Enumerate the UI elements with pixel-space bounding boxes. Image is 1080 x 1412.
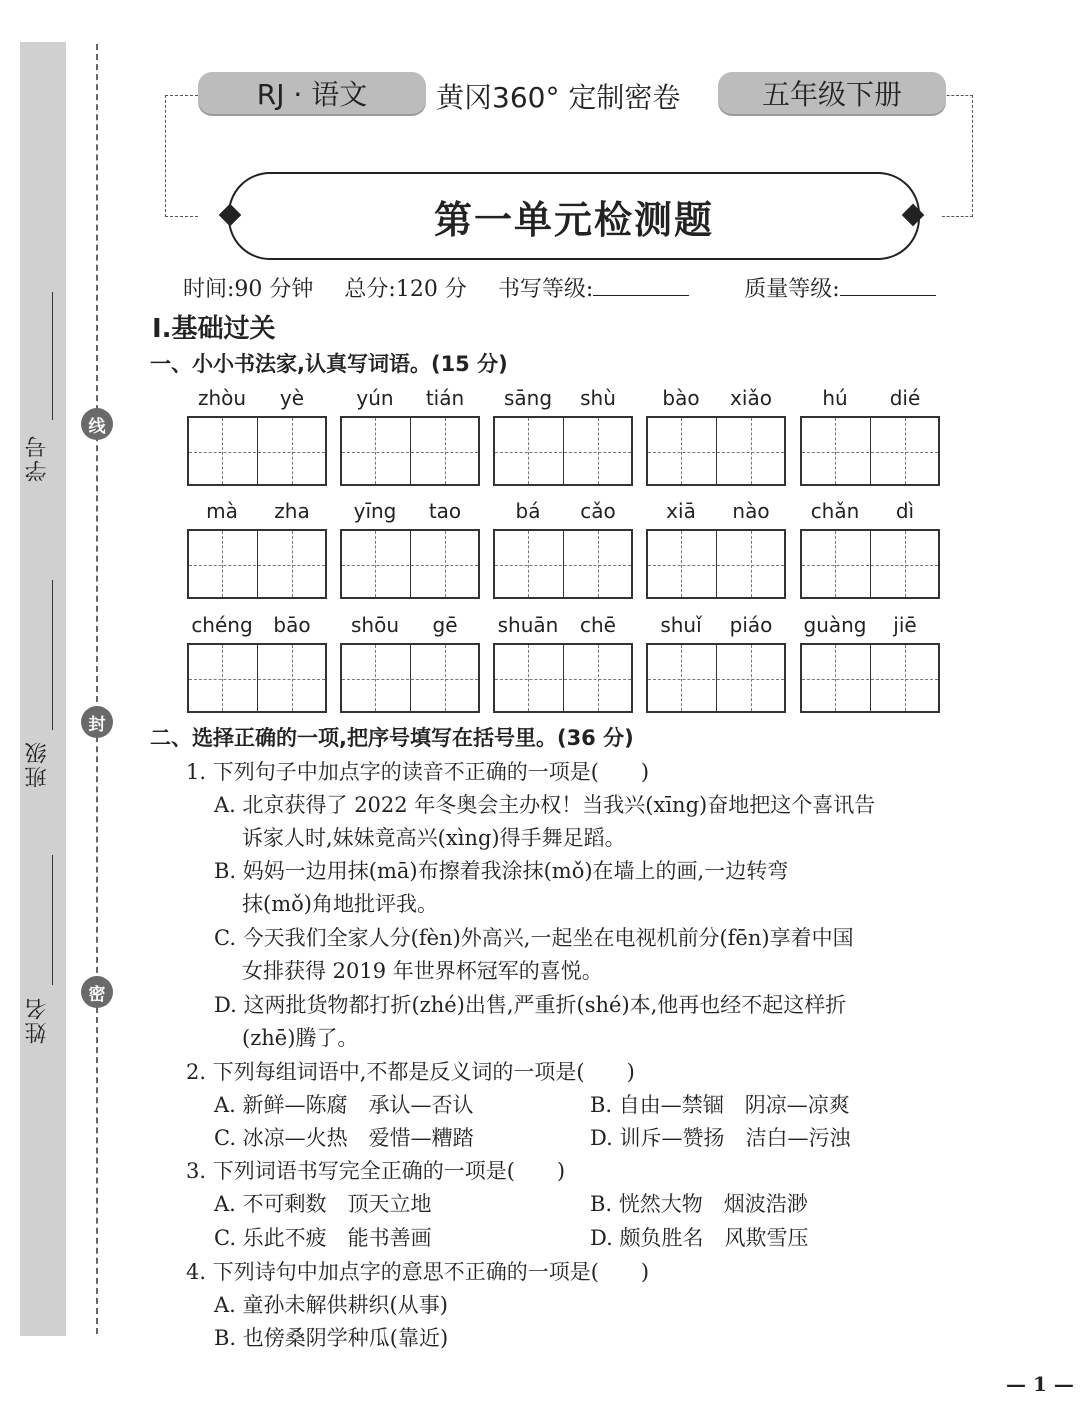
q2-option-d: D. 训斥—赞扬 洁白—污浊 [590, 1126, 851, 1150]
exam-meta [183, 272, 984, 303]
seal-seal-mark: 封 [81, 706, 113, 738]
pinyin-label: guàng [803, 613, 867, 637]
writing-grid[interactable] [187, 529, 327, 599]
section1-heading: 一、小小书法家,认真写词语。(15 分) [150, 352, 508, 376]
pinyin-label: shuǐ [660, 613, 702, 637]
pinyin-label: zha [274, 499, 310, 523]
q1-option-a-cont: 诉家人时,妹妹竟高兴(xìng)得手舞足蹈。 [242, 826, 626, 850]
section2-heading: 二、选择正确的一项,把序号填写在括号里。(36 分) [150, 726, 634, 750]
page-title: 第一单元检测题 [228, 172, 920, 260]
header-frame-right [942, 95, 973, 217]
student-id-label: 学号 [25, 434, 50, 482]
q1-option-b-cont: 抹(mǒ)角地批评我。 [242, 892, 438, 916]
pinyin-label: yè [279, 386, 305, 410]
writing-grid[interactable] [646, 529, 786, 599]
pinyin-label: shuān [497, 613, 559, 637]
writing-grade-blank[interactable] [593, 275, 689, 296]
pinyin-label: xiǎo [730, 386, 772, 410]
writing-grid[interactable] [187, 416, 327, 486]
q1-stem: 1. 下列句子中加点字的读音不正确的一项是( ) [186, 760, 650, 784]
quality-grade: 质量等级: [744, 277, 959, 302]
pinyin-label: xiā [666, 499, 696, 523]
seal-secret-mark: 密 [81, 976, 113, 1008]
quality-grade-blank[interactable] [840, 275, 936, 296]
pinyin-label: chéng [191, 613, 253, 637]
q1-option-a: A. 北京获得了 2022 年冬奥会主办权！当我兴(xīng)奋地把这个喜讯告 [214, 793, 876, 817]
pinyin-label: yún [356, 386, 394, 410]
page-number: — 1 — [1006, 1372, 1074, 1396]
name-label: 姓名 [25, 996, 50, 1044]
q2-option-a: A. 新鲜—陈腐 承认—否认 [214, 1093, 474, 1117]
exam-time: 时间:90 分钟 [183, 277, 314, 302]
pinyin-label: jiē [893, 613, 917, 637]
class-label: 班级 [25, 740, 50, 788]
q4-option-b: B. 也傍桑阴学种瓜(靠近) [214, 1326, 449, 1350]
writing-grid[interactable] [800, 643, 940, 713]
q1-option-c: C. 今天我们全家人分(fèn)外高兴,一起坐在电视机前分(fēn)享着中国 [214, 926, 854, 950]
pinyin-label: zhòu [197, 386, 247, 410]
q2-stem: 2. 下列每组词语中,不都是反义词的一项是( ) [186, 1060, 635, 1084]
writing-grid[interactable] [493, 643, 633, 713]
pinyin-label: dié [889, 386, 921, 410]
q1-option-b: B. 妈妈一边用抹(mā)布擦着我涂抹(mǒ)在墙上的画,一边转弯 [214, 859, 789, 883]
exam-total: 总分:120 分 [344, 277, 467, 302]
pinyin-label: mà [206, 499, 238, 523]
pinyin-label: piáo [729, 613, 773, 637]
writing-grid[interactable] [493, 416, 633, 486]
q3-option-c: C. 乐此不疲 能书善画 [214, 1226, 432, 1250]
q2-option-c: C. 冰凉—火热 爱惜—糟踏 [214, 1126, 474, 1150]
pinyin-label: hú [822, 386, 848, 410]
q1-option-d: D. 这两批货物都打折(zhé)出售,严重折(shé)本,他再也经不起这样折 [214, 993, 847, 1017]
q3-option-d: D. 颇负胜名 风欺雪压 [590, 1226, 809, 1250]
q3-option-b: B. 恍然大物 烟波浩渺 [590, 1192, 808, 1216]
pinyin-label: tián [425, 386, 465, 410]
pinyin-label: tao [428, 499, 462, 523]
q4-stem: 4. 下列诗句中加点字的意思不正确的一项是( ) [186, 1260, 650, 1284]
grade-tag: 五年级下册 [718, 72, 946, 114]
writing-grid[interactable] [800, 416, 940, 486]
q3-option-a: A. 不可剩数 顶天立地 [214, 1192, 432, 1216]
pinyin-label: bāo [273, 613, 311, 637]
writing-grid[interactable] [340, 643, 480, 713]
pinyin-label: dì [895, 499, 915, 523]
q2-option-b: B. 自由—禁锢 阴凉—凉爽 [590, 1093, 850, 1117]
subject-tag: RJ · 语文 [198, 72, 426, 114]
part-heading: Ⅰ.基础过关 [152, 314, 276, 344]
writing-grid[interactable] [800, 529, 940, 599]
writing-grade: 书写等级: [498, 277, 713, 302]
pinyin-label: bào [662, 386, 700, 410]
pinyin-label: nào [732, 499, 770, 523]
writing-grid[interactable] [340, 529, 480, 599]
writing-grid[interactable] [646, 643, 786, 713]
pinyin-label: bá [515, 499, 541, 523]
name-blank[interactable] [52, 855, 53, 985]
binding-margin [20, 42, 66, 1336]
q1-option-c-cont: 女排获得 2019 年世界杯冠军的喜悦。 [242, 959, 603, 983]
q3-stem: 3. 下列词语书写完全正确的一项是( ) [186, 1159, 566, 1183]
header-frame-left [165, 95, 198, 217]
pinyin-label: gē [432, 613, 458, 637]
pinyin-label: shù [580, 386, 616, 410]
pinyin-label: sāng [503, 386, 553, 410]
class-blank[interactable] [52, 580, 53, 730]
series-title: 黄冈360° 定制密卷 [436, 81, 681, 114]
q1-option-d-cont: (zhē)腾了。 [242, 1026, 359, 1050]
writing-grid[interactable] [493, 529, 633, 599]
pinyin-label: shōu [350, 613, 399, 637]
writing-grid[interactable] [340, 416, 480, 486]
student-id-blank[interactable] [52, 292, 53, 420]
writing-grid[interactable] [187, 643, 327, 713]
writing-grid[interactable] [646, 416, 786, 486]
pinyin-label: yīng [353, 499, 397, 523]
pinyin-label: chē [580, 613, 616, 637]
seal-line-mark: 线 [81, 408, 113, 440]
pinyin-label: cǎo [580, 499, 616, 523]
pinyin-label: chǎn [810, 499, 860, 523]
q4-option-a: A. 童孙未解供耕织(从事) [214, 1293, 448, 1317]
cut-line [96, 44, 98, 1334]
